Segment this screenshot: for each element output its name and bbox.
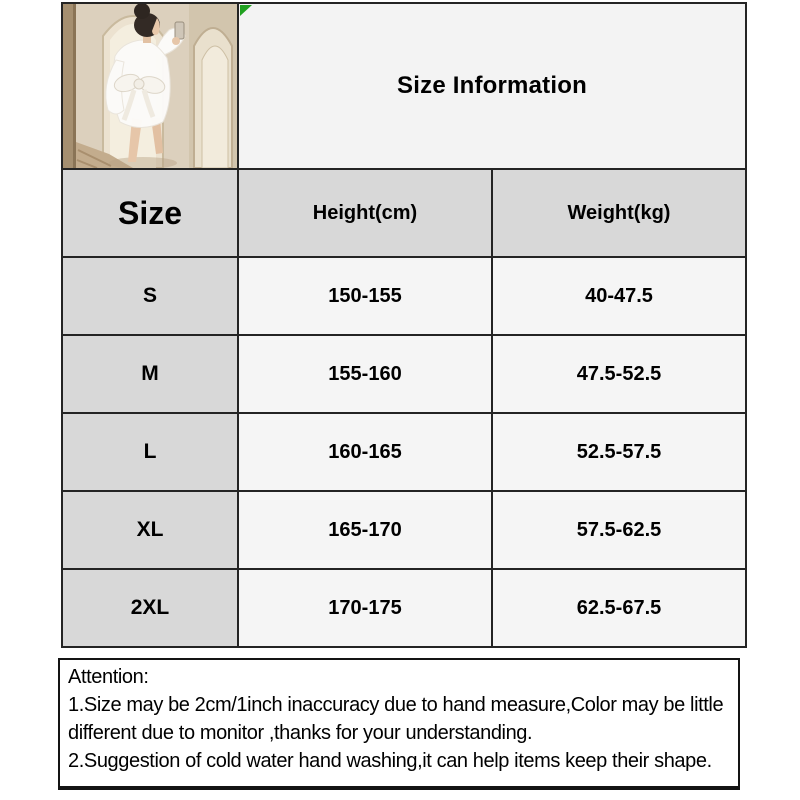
size-cell: L (62, 413, 238, 491)
height-cell: 150-155 (238, 257, 492, 335)
attention-note-line: 1.Size may be 2cm/1inch inaccuracy due to hand measure,Color may be little (68, 694, 724, 716)
weight-cell: 52.5-57.5 (492, 413, 746, 491)
size-cell: S (62, 257, 238, 335)
height-cell: 155-160 (238, 335, 492, 413)
weight-cell: 57.5-62.5 (492, 491, 746, 569)
size-cell: 2XL (62, 569, 238, 647)
height-cell: 170-175 (238, 569, 492, 647)
banner-cell (238, 3, 746, 169)
attention-note-line: different due to monitor ,thanks for your understanding. (68, 722, 533, 744)
size-cell: M (62, 335, 238, 413)
attention-note-line: 2.Suggestion of cold water hand washing,it can help items keep their shape. (68, 750, 712, 772)
table-row (62, 569, 746, 647)
weight-cell: 47.5-52.5 (492, 335, 746, 413)
height-cell: 160-165 (238, 413, 492, 491)
attention-box (58, 658, 740, 790)
size-table (61, 2, 747, 648)
table-row (62, 413, 746, 491)
top-row (62, 3, 746, 169)
banner-title: Size Information (397, 72, 587, 99)
column-header-size: Size (62, 169, 238, 257)
table-row (62, 335, 746, 413)
table-row (62, 491, 746, 569)
weight-cell: 62.5-67.5 (492, 569, 746, 647)
size-cell: XL (62, 491, 238, 569)
table-row (62, 257, 746, 335)
weight-cell: 40-47.5 (492, 257, 746, 335)
attention-title: Attention: (68, 666, 149, 688)
column-header-weight: Weight(kg) (492, 169, 746, 257)
product-photo-cell (62, 3, 238, 169)
corner-marker-icon (240, 5, 252, 16)
table-header-row (62, 169, 746, 257)
product-photo (63, 4, 237, 168)
height-cell: 165-170 (238, 491, 492, 569)
column-header-height: Height(cm) (238, 169, 492, 257)
